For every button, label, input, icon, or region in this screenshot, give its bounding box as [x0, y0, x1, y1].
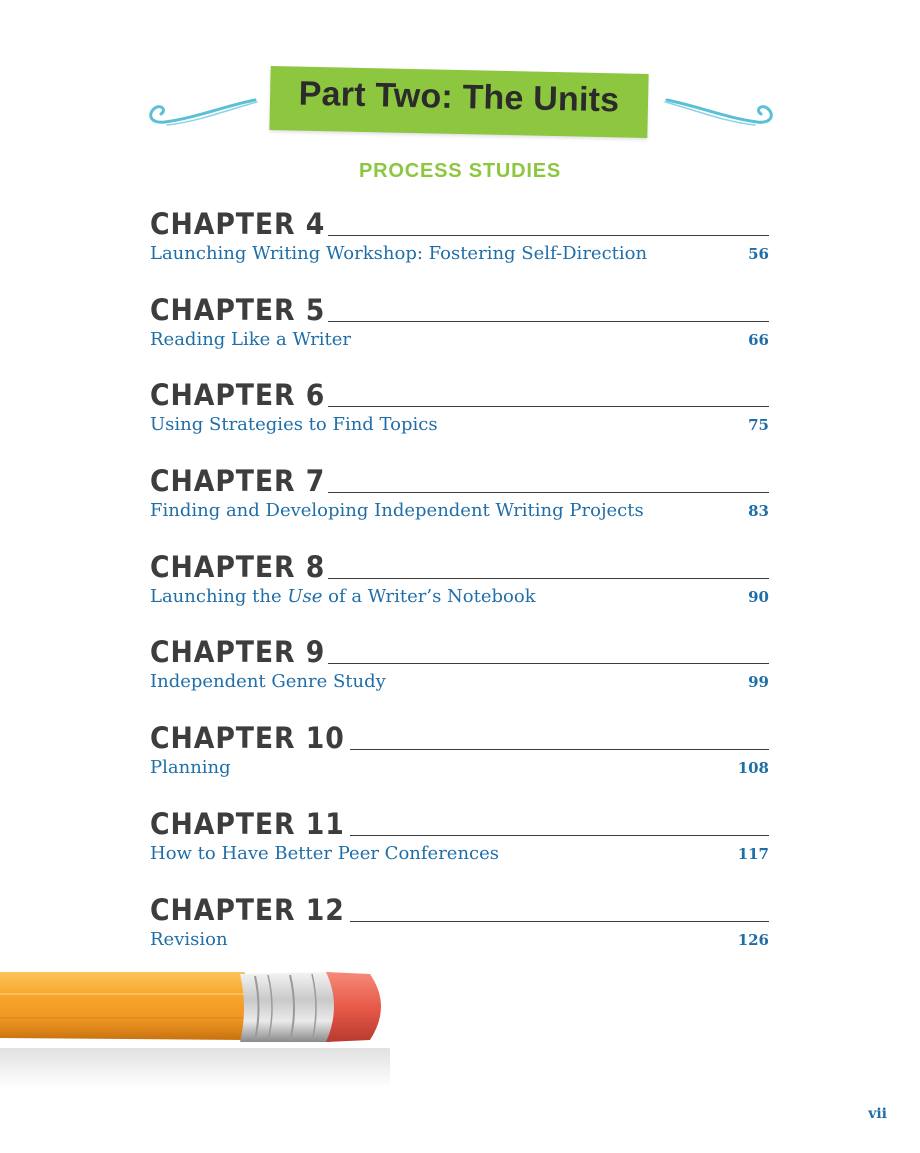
- right-swirl-ornament: [662, 92, 777, 128]
- chapter-rule: [328, 235, 769, 236]
- chapter-entry: [150, 460, 769, 546]
- chapter-label: CHAPTER 7: [150, 464, 326, 499]
- chapter-label: CHAPTER 11: [150, 806, 345, 841]
- chapter-rule: [350, 835, 769, 836]
- chapter-title[interactable]: Launching Writing Workshop: Fostering Self-Direction: [150, 243, 648, 264]
- chapter-title[interactable]: [150, 586, 536, 607]
- chapter-title[interactable]: How to Have Better Peer Conferences: [150, 842, 500, 864]
- chapter-page-number: 117: [737, 844, 769, 863]
- chapter-label: CHAPTER 8: [150, 549, 326, 584]
- chapter-page-number: 99: [748, 673, 769, 692]
- chapter-page-number: 83: [748, 502, 769, 521]
- pencil-illustration: [0, 960, 400, 1090]
- chapter-title-part: Launching the: [150, 585, 288, 607]
- chapter-title[interactable]: Using Strategies to Find Topics: [150, 414, 438, 436]
- chapter-rule: [328, 492, 769, 493]
- chapter-label: CHAPTER 6: [150, 378, 326, 413]
- chapter-title-part: of a Writer’s Notebook: [322, 585, 536, 607]
- chapter-rule: [350, 749, 769, 750]
- chapter-page-number: 108: [737, 759, 769, 778]
- chapter-entry: [150, 289, 769, 375]
- chapter-label: CHAPTER 12: [150, 892, 345, 927]
- chapter-rule: [328, 321, 769, 322]
- chapter-rule: [328, 578, 769, 579]
- chapter-rule: [328, 406, 769, 407]
- chapter-page-number: 126: [737, 930, 769, 949]
- chapter-title[interactable]: Independent Genre Study: [150, 671, 386, 693]
- chapter-rule: [350, 921, 769, 922]
- section-title: PROCESS STUDIES: [358, 160, 562, 182]
- chapter-page-number: 66: [748, 330, 769, 349]
- chapter-title[interactable]: Revision: [150, 928, 228, 950]
- chapter-entry: [150, 203, 769, 289]
- chapter-page-number: 90: [748, 587, 769, 606]
- chapter-label: CHAPTER 9: [150, 635, 326, 670]
- chapter-entry: [150, 717, 769, 803]
- page-number: vii: [868, 1106, 887, 1122]
- chapter-entry: [150, 374, 769, 460]
- part-header: [0, 0, 920, 150]
- chapter-list: [150, 203, 769, 974]
- chapter-label: CHAPTER 5: [150, 292, 326, 327]
- chapter-title[interactable]: Planning: [150, 757, 231, 779]
- chapter-title[interactable]: Reading Like a Writer: [150, 328, 352, 350]
- chapter-entry: [150, 546, 769, 632]
- part-title: Part Two: The Units: [298, 74, 620, 120]
- left-swirl-ornament: [145, 92, 260, 128]
- chapter-entry: [150, 631, 769, 717]
- chapter-rule: [328, 663, 769, 664]
- chapter-label: CHAPTER 10: [150, 721, 345, 756]
- chapter-page-number: 75: [748, 416, 769, 435]
- chapter-label: CHAPTER 4: [150, 207, 326, 241]
- chapter-entry: [150, 803, 769, 889]
- chapter-title[interactable]: Finding and Developing Independent Writing Projects: [150, 500, 644, 522]
- chapter-title-italic: Use: [287, 585, 323, 607]
- chapter-page-number: 56: [748, 245, 769, 263]
